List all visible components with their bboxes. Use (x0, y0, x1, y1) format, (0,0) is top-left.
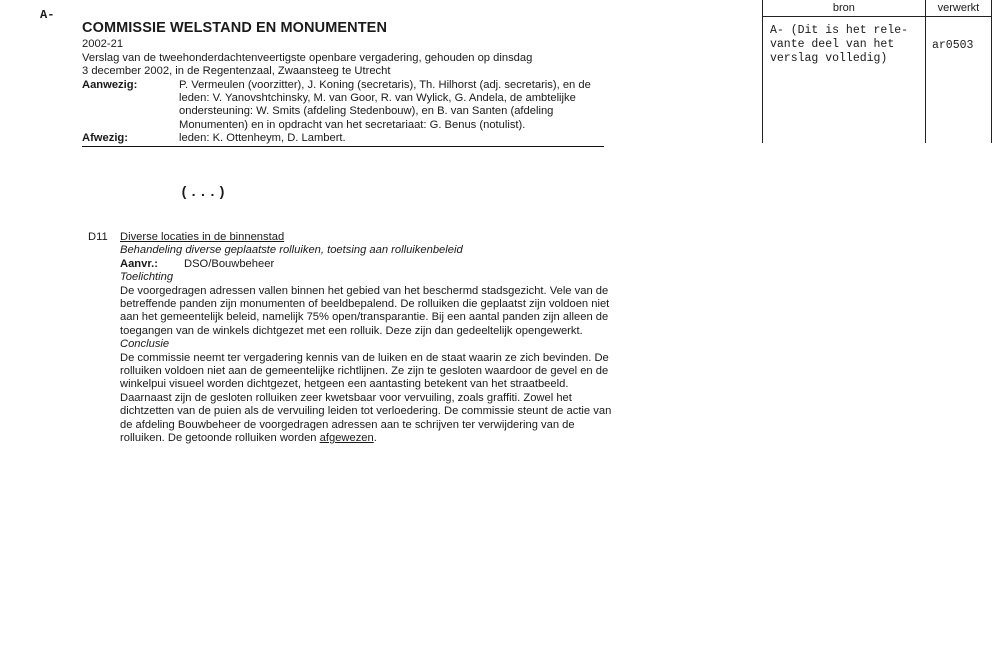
source-table-header (762, 0, 992, 17)
header-divider (82, 146, 604, 147)
document-header (82, 20, 604, 147)
present-list: P. Vermeulen (voorzitter), J. Koning (secretaris), Th. Hilhorst (adj. secretaris), en de leden: V. Yanovshtchinsky, M. van Goor, R. van Wylick, G. Andela, de ambtelijke ondersteuning: W. Smits (afdeling Stedenbouw), en B. van Santen (afdeling Monumenten) en in opdracht van het secretariaat: G. Benus (notulist). (179, 78, 591, 131)
conclusion-body: De commissie neemt ter vergadering kennis van de luiken en de staat waarin ze zich bevinden. De rolluiken voldoen niet aan de gemeentelijke richtlijnen. Ze zijn te gesloten waardoor de gevel en de winkelpui visueel worden dichtgezet, hetgeen een aantasting betekent van het straatbeeld. Daarnaast zijn de gesloten rolluiken zeer kwetsbaar voor vervuiling, zoals graffiti. Zowel het dichtzetten van de puien als de vervuiling leiden tot verloedering. De commissie steunt de actie van de afdeling Bouwbeheer de voorgedragen adressen aan te schrijven ter verwijdering van de rolluiken. De getoonde rolluiken worden (120, 351, 612, 445)
applicant-value: DSO/Bouwbeheer (184, 257, 275, 270)
attendance-absent (82, 132, 604, 145)
source-table-row (762, 17, 992, 143)
corner-mark: A- (40, 8, 55, 22)
explanation-heading: Toelichting (120, 271, 174, 284)
source-cell: A- (Dit is het rele-vante deel van het verslag volledig) (762, 17, 926, 143)
agenda-item-subtitle: Behandeling diverse geplaatste rolluiken, toetsing aan rolluikenbeleid (120, 244, 463, 257)
meeting-number: 2002-21 (82, 38, 124, 50)
agenda-item-body (120, 244, 613, 445)
applicant-row (120, 258, 613, 271)
absent-list: leden: K. Ottenheym, D. Lambert. (179, 132, 346, 145)
omission-marker: (...) (180, 185, 228, 201)
meeting-description-line2: 3 december 2002, in de Regentenzaal, Zwaansteeg te Utrecht (82, 65, 391, 77)
conclusion-period: . (373, 432, 377, 445)
conclusion-text (120, 352, 613, 446)
meeting-description-line1: Verslag van de tweehonderdachtenveertigste openbare vergadering, gehouden op dinsdag (82, 51, 533, 64)
document-title: COMMISSIE WELSTAND EN MONUMENTEN (82, 20, 388, 36)
absent-label: Afwezig: (82, 132, 128, 145)
explanation-text: De voorgedragen adressen vallen binnen het gebied van het beschermd stadsgezicht. Vele van de betreffende panden zijn monumenten of beeldbepalend. De rolluiken die geplaatst zijn voldoen niet aan het gemeentelijk beleid, namelijk 75% open/transparantie. Bij een aantal panden zijn alleen de toegangen van de winkels dichtgezet met een rolluik. Deze zijn dan gedeeltelijk opengewerkt. (120, 284, 610, 337)
conclusion-heading: Conclusie (120, 338, 170, 351)
agenda-item-title: Diverse locaties in de binnenstad (120, 231, 285, 243)
agenda-item-code: D11 (88, 231, 108, 243)
processed-column-header: verwerkt (926, 0, 992, 16)
agenda-item (88, 231, 613, 446)
source-column-header: bron (762, 0, 926, 16)
agenda-item-header (88, 231, 613, 244)
applicant-label: Aanvr.: (120, 257, 158, 270)
processed-cell: ar0503 (926, 17, 992, 143)
conclusion-verdict: afgewezen (319, 432, 374, 445)
present-label: Aanwezig: (82, 78, 138, 91)
attendance-present (82, 79, 604, 133)
source-table (762, 0, 992, 142)
